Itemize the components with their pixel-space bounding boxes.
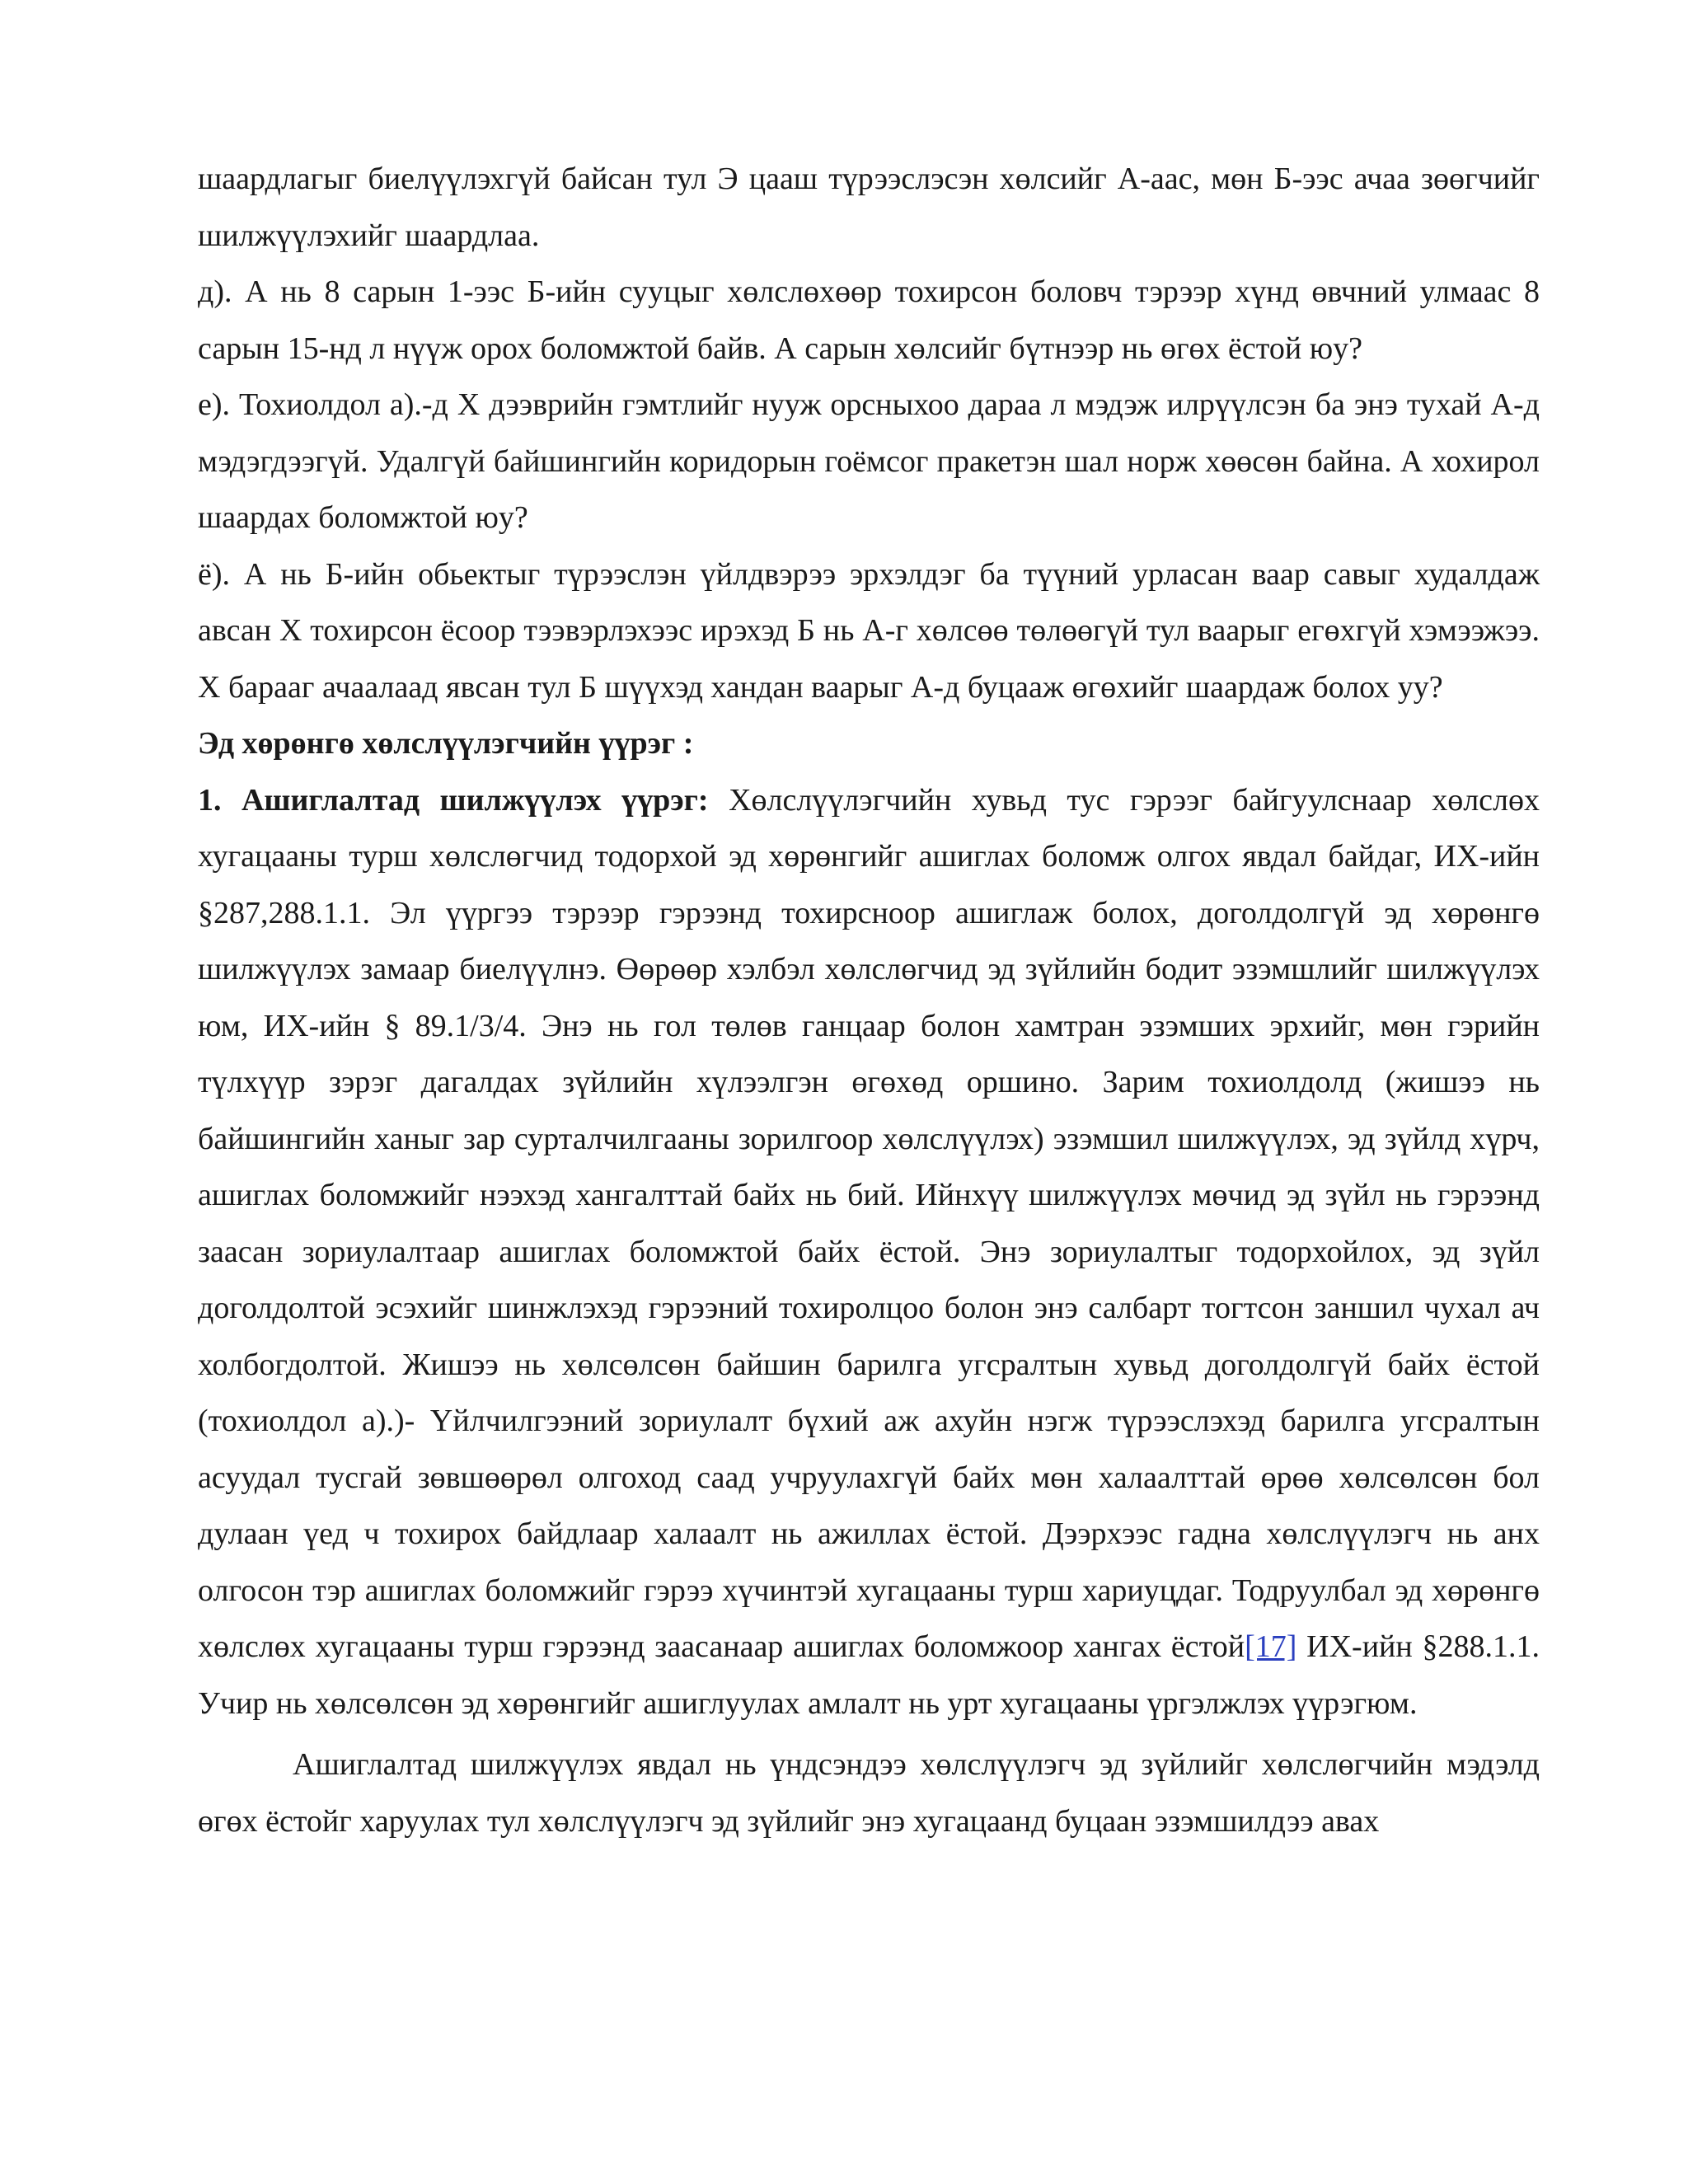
- document-page: [198, 151, 1540, 1849]
- usage-transfer-text-end: ИХ-ийн §288.1.1. Учир нь хөлсөлсөн эд хөрөнгийг ашиглуулах амлалт нь урт хугацааны үргэлжлэх үүрэгюм.: [198, 1629, 1540, 1721]
- indented-paragraph: Ашиглалтад шилжүүлэх явдал нь үндсэндээ хөлслүүлэгч эд зүйлийг хөлслөгчийн мэдэлд өгөх ёстойг харуулах тул хөлслүүлэгч эд зүйлийг энэ хугацаанд буцаан эзэмшилдээ авах: [198, 1747, 1540, 1839]
- case-d: д). А нь 8 сарын 1-ээс Б-ийн сууцыг хөлслөхөөр тохирсон боловч тэрээр хүнд өвчний улмаас 8 сарын 15-нд л нүүж орох боломжтой байв. А сарын хөлсийг бүтнээр нь өгөх ёстой юу?: [198, 274, 1540, 366]
- case-yo: ё). А нь Б-ийн обьектыг түрээслэн үйлдвэрээ эрхэлдэг ба түүний урласан ваар савыг худалдаж авсан Х тохирсон ёсоор тээвэрлэхээс ирэхэд Б нь А-г хөлсөө төлөөгүй тул ваарыг егөхгүй хэмээжээ. Х барааг ачаалаад явсан тул Б шүүхэд хандан ваарыг А-д буцааж өгөхийг шаардаж болох уу?: [198, 556, 1540, 705]
- usage-transfer-text: Хөлслүүлэгчийн хувьд тус гэрээг байгуулснаар хөлслөх хугацааны турш хөлслөгчид тодорхой эд хөрөнгийг ашиглах боломж олгох явдал байдаг, ИХ-ийн §287,288.1.1. Эл үүргээ тэрээр гэрээнд тохирсноор ашиглаж болох, доголдолгүй эд хөрөнгө шилжүүлэх замаар биелүүлнэ. Өөрөөр хэлбэл хөлслөгчид эд зүйлийн бодит эзэмшлийг шилжүүлэх юм, ИХ-ийн § 89.1/3/4. Энэ нь гол төлөв ганцаар болон хамтран эзэмших эрхийг, мөн гэрийн түлхүүр зэрэг дагалдах зүйлийн хүлээлгэн өгөхөд оршино. Зарим тохиолдолд (жишээ нь байшингийн ханыг зар сурталчилгааны зорилгоор хөлслүүлэх) эзэмшил шилжүүлэх, эд зүйлд хүрч, ашиглах боломжийг нээхэд хангалттай байх нь бий. Ийнхүү шилжүүлэх мөчид эд зүйл нь гэрээнд заасан зориулалтаар ашиглах боломжтой байх ёстой. Энэ зориулалтыг тодорхойлох, эд зүйл доголдолтой эсэхийг шинжлэхэд гэрээний тохиролцоо болон энэ салбарт тогтсон заншил чухал ач холбогдолтой. Жишээ нь хөлсөлсөн байшин барилга угсралтын хувьд доголдолгүй байх ёстой (тохиолдол а).)- Үйлчилгээний зориулалт бүхий аж ахуйн нэгж түрээслэхэд барилга угсралтын асуудал тусгай зөвшөөрөл олгоход саад учруулахгүй байх мөн халаалттай өрөө хөлсөлсөн бол дулаан үед ч тохирох байдлаар халаалт нь ажиллах ёстой. Дээрхээс гадна хөлслүүлэгч нь анх олгосон тэр ашиглах боломжийг гэрээ хүчинтэй хугацааны турш хариуцдаг. Тодруулбал эд хөрөнгө хөлслөх хугацааны турш гэрээнд заасанаар ашиглах боломжоор хангах ёстой: [198, 782, 1540, 1664]
- usage-transfer-title: 1. Ашиглалтад шилжүүлэх үүрэг:: [198, 782, 709, 818]
- paragraph-continuation: шаардлагыг биелүүлэхгүй байсан тул Э цааш түрээслэсэн хөлсийг А-аас, мөн Б-ээс ачаа зөөгчийг шилжүүлэхийг шаардлаа.: [198, 162, 1540, 253]
- case-e: е). Тохиолдол а).-д Х дээврийн гэмтлийг нууж орсныхоо дараа л мэдэж илрүүлсэн ба энэ тухай А-д мэдэгдээгүй. Удалгүй байшингийн коридорын гоёмсог пракетэн шал норж хөөсөн байна. А хохирол шаардах боломжтой юу?: [198, 387, 1540, 535]
- usage-transfer-paragraph: [198, 772, 1540, 1732]
- section-heading: Эд хөрөнгө хөлслүүлэгчийн үүрэг :: [198, 726, 694, 761]
- footnote-link-17[interactable]: [17]: [1245, 1629, 1297, 1664]
